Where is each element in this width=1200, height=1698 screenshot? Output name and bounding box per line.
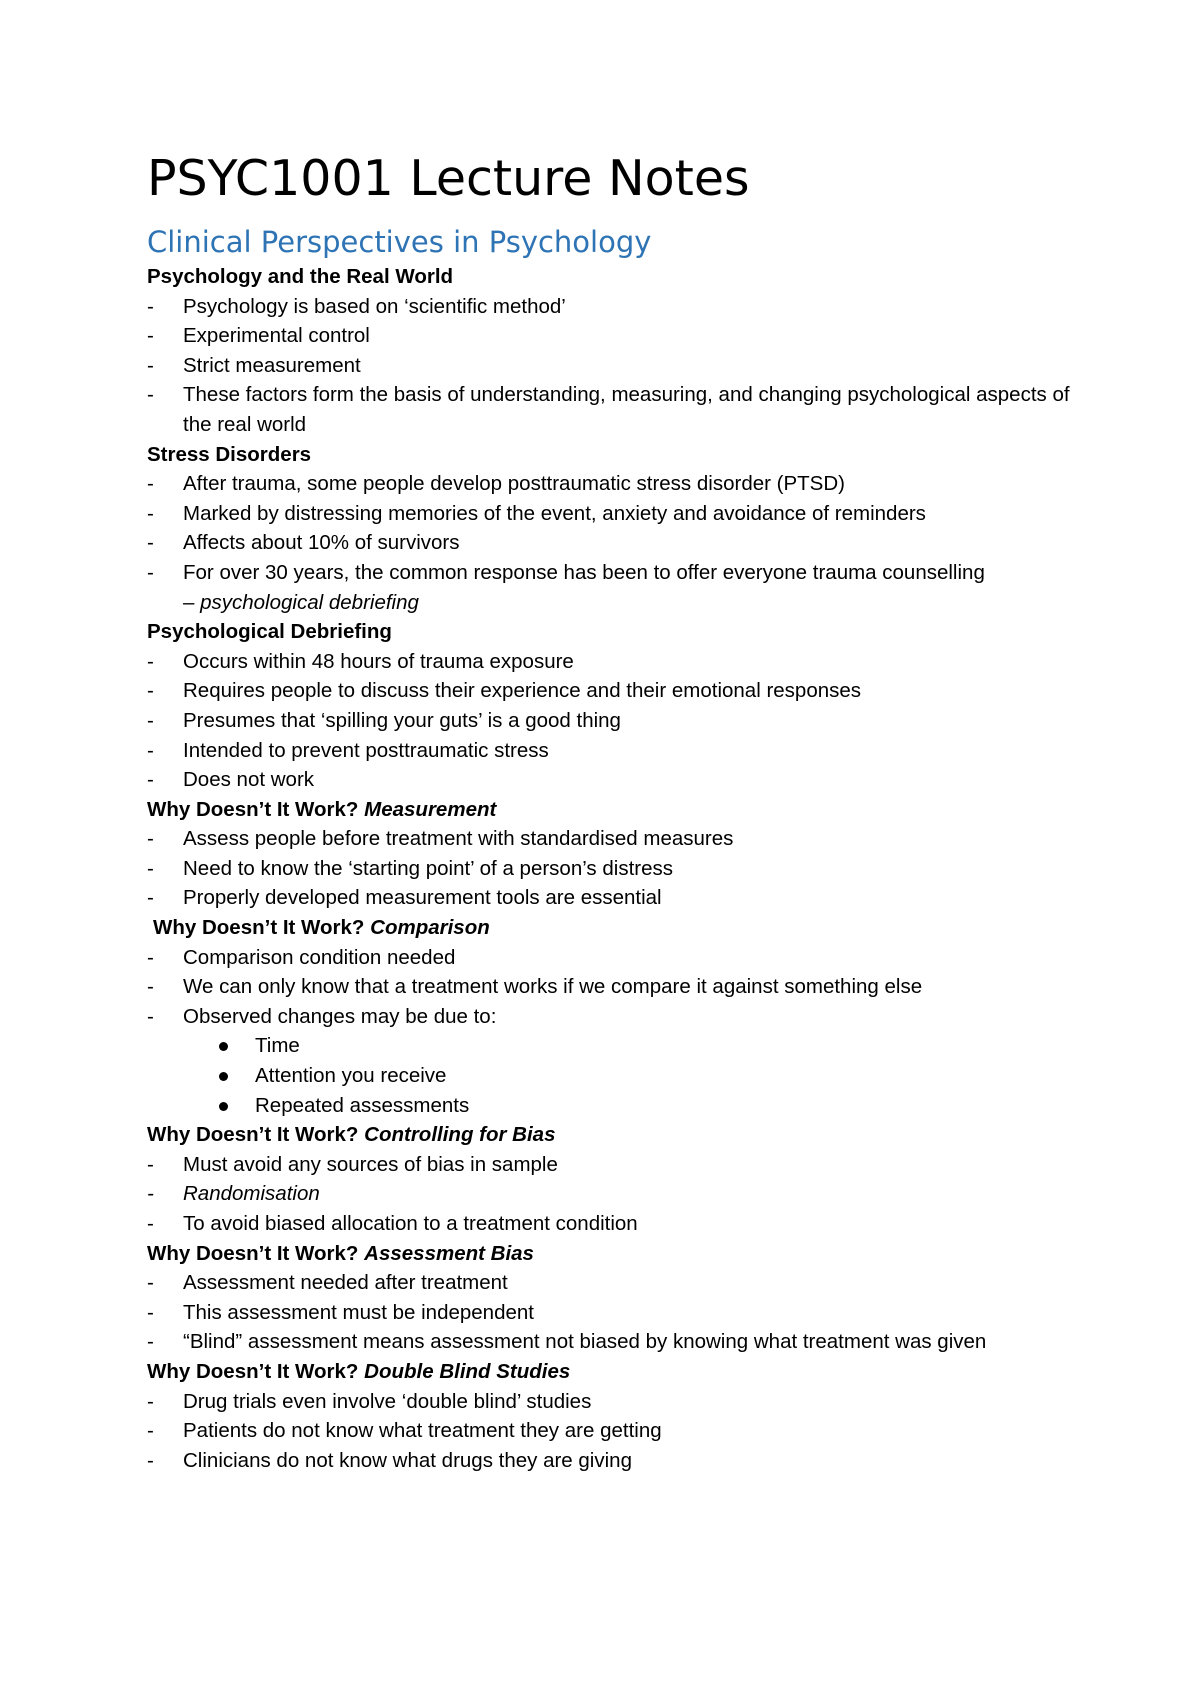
section-heading: Stress Disorders [147,442,312,466]
list-item: - We can only know that a treatment works if we compare it against something else [147,972,1100,1002]
list-item: - Psychology is based on ‘scientific method’ [147,292,1100,322]
section-assessment-bias [147,1239,1100,1357]
heading-prefix: Why Doesn’t It Work? [147,1241,365,1265]
list-item [147,558,1100,617]
list-item: - Occurs within 48 hours of trauma exposure [147,647,1100,677]
section-psychology-real-world [147,262,1100,440]
document-subtitle: Clinical Perspectives in Psychology [147,225,652,259]
bullet-list [147,1387,1100,1476]
heading-emphasis: Assessment Bias [364,1241,534,1265]
list-item: - To avoid biased allocation to a treatment condition [147,1209,1100,1239]
sub-list-item: Repeated assessments [147,1091,1100,1121]
document-title: PSYC1001 Lecture Notes [147,150,750,207]
bullet-list [147,469,1100,617]
bullet-list [147,1150,1100,1239]
list-item: - Intended to prevent posttraumatic stress [147,736,1100,766]
list-item: - Experimental control [147,321,1100,351]
list-item: - Presumes that ‘spilling your guts’ is a good thing [147,706,1100,736]
list-item: - Affects about 10% of survivors [147,528,1100,558]
list-item: - Comparison condition needed [147,943,1100,973]
heading-prefix: Why Doesn’t It Work? [147,1123,365,1147]
sub-bullet-list [147,1031,1100,1120]
section-stress-disorders [147,440,1100,618]
list-item: - These factors form the basis of understanding, measuring, and changing psychological aspects of the real world [147,380,1100,439]
list-item: - Need to know the ‘starting point’ of a person’s distress [147,854,1100,884]
section-double-blind [147,1357,1100,1475]
list-item: - Properly developed measurement tools are essential [147,883,1100,913]
section-heading [147,913,1100,943]
section-controlling-bias [147,1120,1100,1238]
section-heading [147,1120,1100,1150]
list-item: - Randomisation [147,1179,1100,1209]
section-heading [147,1239,1100,1269]
list-item: - After trauma, some people develop posttraumatic stress disorder (PTSD) [147,469,1100,499]
section-heading [147,1357,1100,1387]
list-item: - Marked by distressing memories of the event, anxiety and avoidance of reminders [147,499,1100,529]
heading-prefix: Why Doesn’t It Work? [147,797,365,821]
list-item: - Drug trials even involve ‘double blind’ studies [147,1387,1100,1417]
list-item: - Patients do not know what treatment they are getting [147,1416,1100,1446]
heading-emphasis: Double Blind Studies [364,1359,571,1383]
section-psychological-debriefing [147,617,1100,795]
section-comparison [147,913,1100,1120]
list-item: - Assessment needed after treatment [147,1268,1100,1298]
list-item: - Strict measurement [147,351,1100,381]
section-heading [147,795,1100,825]
list-item: - Assess people before treatment with standardised measures [147,824,1100,854]
list-item: - Observed changes may be due to: [147,1002,1100,1032]
list-item: - Does not work [147,765,1100,795]
heading-prefix: Why Doesn’t It Work? [147,1359,365,1383]
heading-emphasis: Measurement [364,797,497,821]
bullet-list [147,824,1100,913]
heading-emphasis: Comparison [370,916,490,940]
list-item: - “Blind” assessment means assessment not biased by knowing what treatment was given [147,1327,1100,1357]
list-item: - Requires people to discuss their experience and their emotional responses [147,676,1100,706]
section-heading: Psychological Debriefing [147,620,392,644]
list-item: - This assessment must be independent [147,1298,1100,1328]
list-item-continuation: – psychological debriefing [183,590,419,614]
bullet-list [147,943,1100,1032]
heading-emphasis: Controlling for Bias [364,1123,556,1147]
bullet-list [147,1268,1100,1357]
sub-list-item: Attention you receive [147,1061,1100,1091]
bullet-list [147,292,1100,440]
section-heading: Psychology and the Real World [147,265,454,288]
sub-list-item: Time [147,1031,1100,1061]
heading-prefix: Why Doesn’t It Work? [153,916,371,940]
section-measurement [147,795,1100,913]
list-item-text: For over 30 years, the common response has been to offer everyone trauma counselling [183,560,985,584]
list-item: - Must avoid any sources of bias in sample [147,1150,1100,1180]
bullet-list [147,647,1100,795]
list-item: - Clinicians do not know what drugs they are giving [147,1446,1100,1476]
